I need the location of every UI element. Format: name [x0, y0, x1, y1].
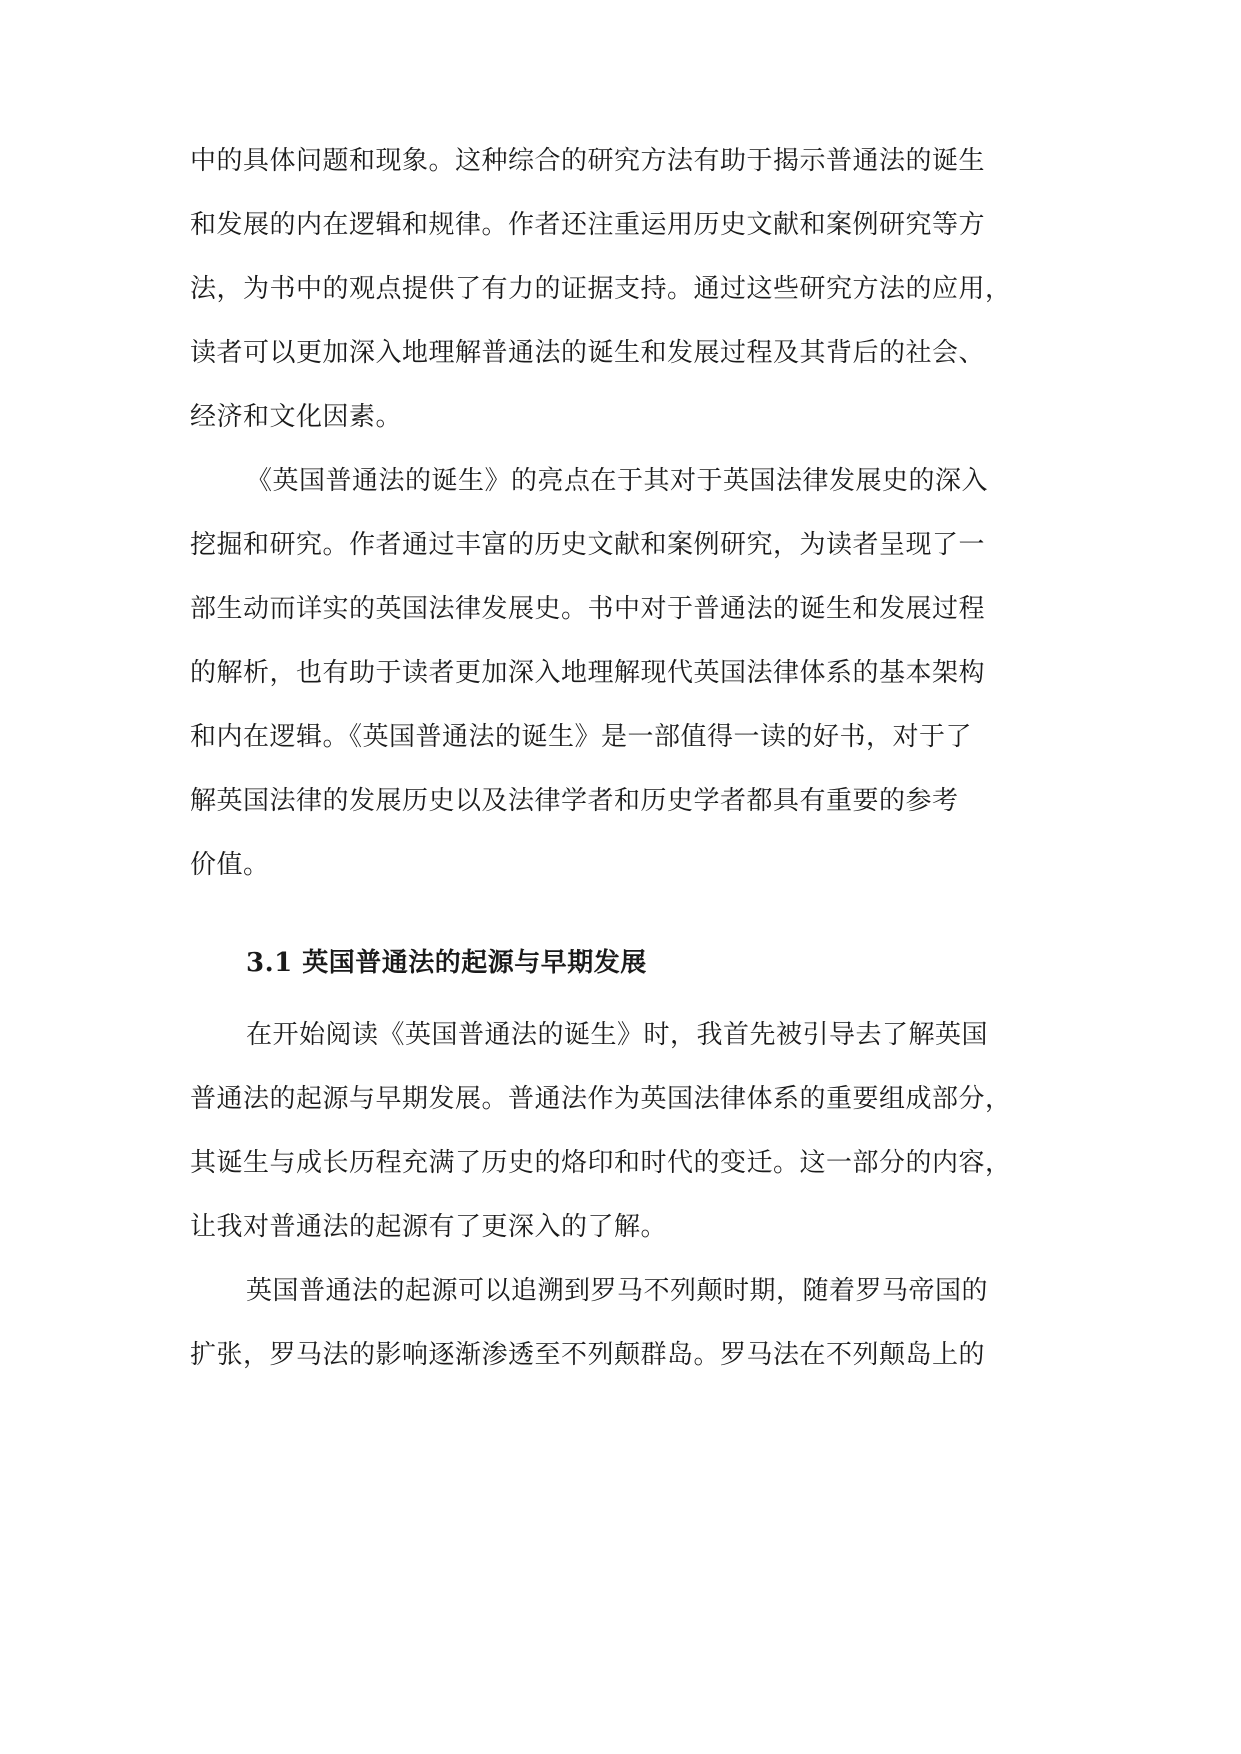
paragraph-3-line-2: 普通法的起源与早期发展。普通法作为英国法律体系的重要组成部分， — [190, 1084, 1012, 1114]
paragraph-1-line-5: 经济和文化因素。 — [190, 402, 403, 432]
section-heading: 3.1 英国普通法的起源与早期发展 — [246, 948, 647, 978]
paragraph-3-line-3: 其诞生与成长历程充满了历史的烙印和时代的变迁。这一部分的内容， — [190, 1148, 1012, 1178]
paragraph-4-line-2: 扩张，罗马法的影响逐渐渗透至不列颠群岛。罗马法在不列颠岛上的 — [190, 1340, 986, 1370]
paragraph-2-line-1: 《英国普通法的诞生》的亮点在于其对于英国法律发展史的深入 — [246, 466, 989, 496]
paragraph-3-line-4: 让我对普通法的起源有了更深入的了解。 — [190, 1212, 668, 1242]
paragraph-3-line-1: 在开始阅读《英国普通法的诞生》时，我首先被引导去了解英国 — [246, 1020, 989, 1050]
paragraph-2-line-3: 部生动而详实的英国法律发展史。书中对于普通法的诞生和发展过程 — [190, 594, 986, 624]
paragraph-1-line-2: 和发展的内在逻辑和规律。作者还注重运用历史文献和案例研究等方 — [190, 210, 986, 240]
paragraph-2-line-7: 价值。 — [190, 850, 270, 880]
paragraph-2-line-6: 解英国法律的发展历史以及法律学者和历史学者都具有重要的参考 — [190, 786, 959, 816]
paragraph-2-line-2: 挖掘和研究。作者通过丰富的历史文献和案例研究，为读者呈现了一 — [190, 530, 986, 560]
paragraph-4-line-1: 英国普通法的起源可以追溯到罗马不列颠时期，随着罗马帝国的 — [246, 1276, 989, 1306]
paragraph-2-line-5: 和内在逻辑。《英国普通法的诞生》是一部值得一读的好书，对于了 — [190, 722, 973, 752]
paragraph-1-line-4: 读者可以更加深入地理解普通法的诞生和发展过程及其背后的社会、 — [190, 338, 986, 368]
paragraph-2-line-4: 的解析，也有助于读者更加深入地理解现代英国法律体系的基本架构 — [190, 658, 986, 688]
paragraph-1-line-1: 中的具体问题和现象。这种综合的研究方法有助于揭示普通法的诞生 — [190, 146, 986, 176]
paragraph-1-line-3: 法，为书中的观点提供了有力的证据支持。通过这些研究方法的应用， — [190, 274, 1012, 304]
